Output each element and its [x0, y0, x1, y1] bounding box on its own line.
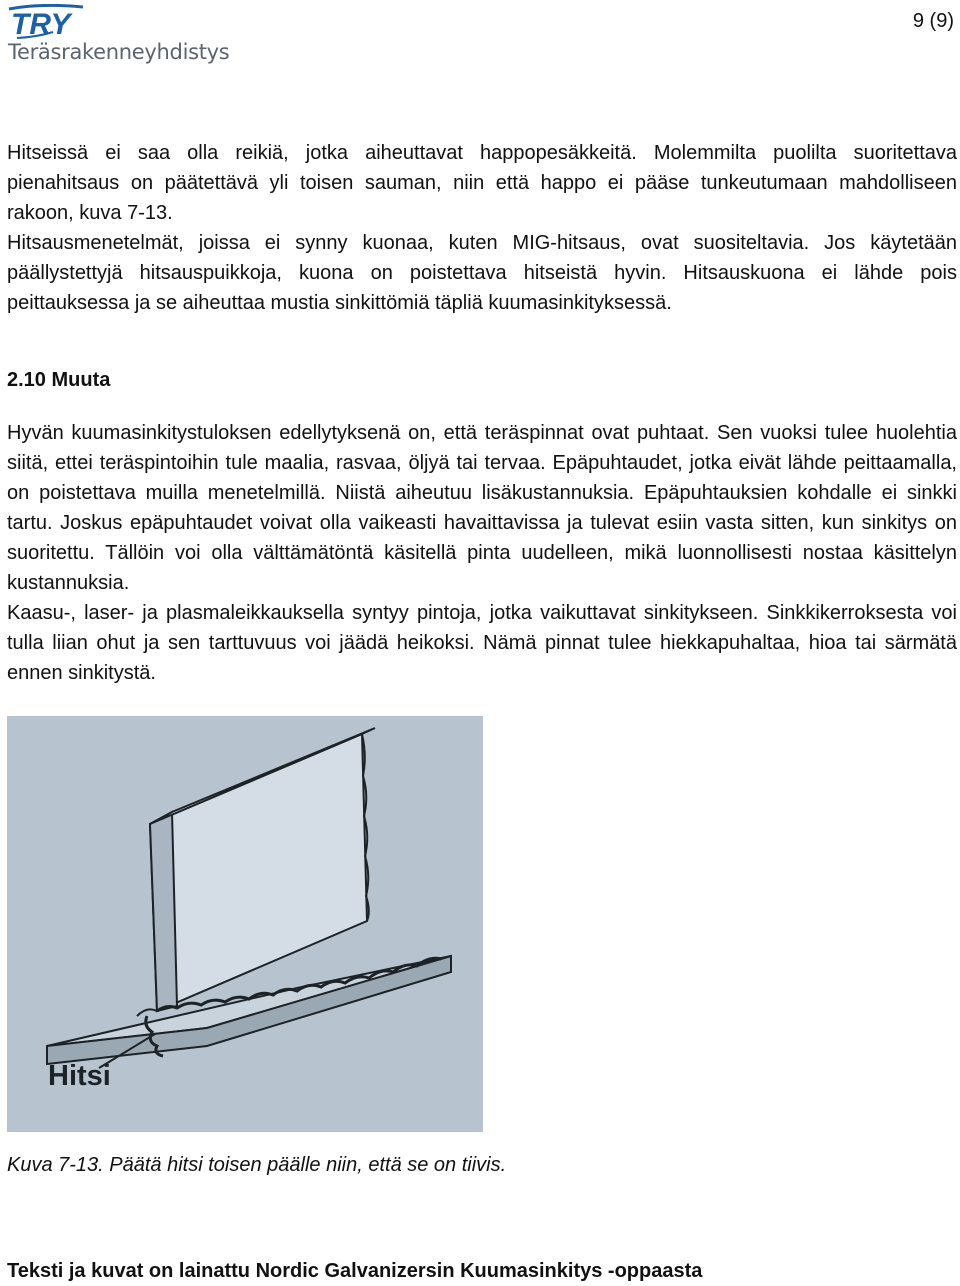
weld-figure	[7, 716, 483, 1132]
paragraph-block-2	[7, 418, 957, 688]
page-number: 9 (9)	[912, 10, 954, 32]
figure-caption: Kuva 7-13. Päätä hitsi toisen päälle niin, että se on tiivis.	[7, 1154, 507, 1176]
logo-subtitle: Teräsrakenneyhdistys	[8, 40, 230, 64]
section-heading: 2.10 Muuta	[7, 369, 111, 391]
paragraph-block-1	[7, 138, 957, 318]
paragraph-1: Hitseissä ei saa olla reikiä, jotka aiheuttavat happopesäkkeitä. Molemmilta puolilta suoritettava pienahitsaus on päätettävä yli toisen sauman, niin että happo ei pääse tunkeutumaan mahdolliseen rakoon, kuva 7-13.	[7, 142, 957, 224]
figure-label: Hitsi	[48, 1060, 111, 1092]
paragraph-4: Kaasu-, laser- ja plasmaleikkauksella syntyy pintoja, jotka vaikuttavat sinkitykseen. Sinkkikerroksesta voi tulla liian ohut ja sen tarttuvuus voi jäädä heikoksi. Nämä pinnat tulee hiekkapuhaltaa, hioa tai särmätä ennen sinkitystä.	[7, 602, 957, 684]
paragraph-2: Hitsausmenetelmät, joissa ei synny kuonaa, kuten MIG-hitsaus, ovat suositeltavia. Jos käytetään päällystettyjä hitsauspuikkoja, kuona on poistettava hitseistä hyvin. Hitsauskuona ei lähde pois peittauksessa ja se aiheuttaa mustia sinkittömiä täpliä kuumasinkityksessä.	[7, 232, 957, 314]
try-logo	[7, 4, 230, 66]
paragraph-3: Hyvän kuumasinkitystuloksen edellytyksenä on, että teräspinnat ovat puhtaat. Sen vuoksi tulee huolehtia siitä, ettei teräspintoihin tule maalia, rasvaa, öljyä tai tervaa. Epäpuhtaudet, jotka eivät lähde peittaamalla, on poistettava muilla menetelmillä. Niistä aiheutuu lisäkustannuksia. Epäpuhtauksien kohdalle ei sinkki tartu. Joskus epäpuhtaudet voivat olla vaikeasti havaittavissa ja tulevat esiin vasta sitten, kun sinkitys on suoritettu. Tällöin voi olla välttämätöntä käsitellä pinta uudelleen, mikä luonnollisesti nostaa käsittelyn kustannuksia.	[7, 422, 957, 594]
logo-text: TRY	[11, 8, 71, 40]
try-logo-mark	[7, 4, 87, 40]
footer-credit: Teksti ja kuvat on lainattu Nordic Galvanizersin Kuumasinkitys -oppaasta	[7, 1260, 703, 1282]
